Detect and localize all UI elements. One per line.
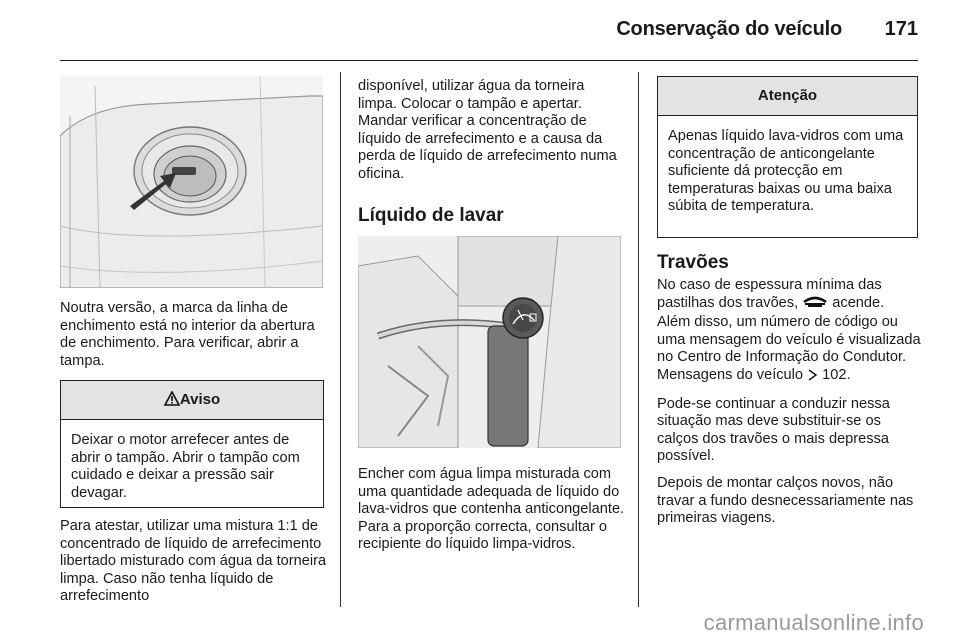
brake-pads-text-end: acende. xyxy=(832,294,885,311)
paragraph-coolant-check: disponível, utilizar água da torneira limpa. Colocar o tampão e apertar. Mandar verificar a concentração de líquido de arrefecimento e a causa da perda de líquido de arrefecimento numa oficina. xyxy=(358,78,617,182)
watermark: carmanualsonline.info xyxy=(703,610,924,635)
page-title: Conservação do veículo xyxy=(616,18,842,40)
page-reference-arrow-icon xyxy=(807,369,818,387)
column-divider-2 xyxy=(638,72,639,607)
aviso-text: Deixar o motor arrefecer antes de abrir o tampão. Abrir o tampão com cuidado e deixar a pressão sair devagar. xyxy=(71,432,300,501)
coolant-reservoir-illustration xyxy=(60,76,323,288)
aviso-title: Aviso xyxy=(179,391,221,408)
column-divider-1 xyxy=(340,72,341,607)
paragraph-code-message xyxy=(657,314,925,386)
atencao-box xyxy=(657,76,918,238)
page-number: 171 xyxy=(884,18,918,40)
washer-fluid-illustration xyxy=(358,236,621,448)
brake-pads-text: No caso de espessura mínima das pastilhas dos travões, xyxy=(657,277,882,311)
paragraph-continue-driving: Pode-se continuar a conduzir nessa situação mas deve substituir-se os calços dos travões o mais depressa possível. xyxy=(657,395,890,465)
brake-pad-wear-icon xyxy=(802,295,828,315)
section-heading-washer-fluid: Líquido de lavar xyxy=(358,205,504,226)
section-heading-brakes: Travões xyxy=(657,252,729,273)
code-message-text: Além disso, um número de código ou uma mensagem do veículo é visualizada no Centro de Informação do Condutor. Mensagens do veículo xyxy=(657,314,921,383)
atencao-title: Atenção xyxy=(658,77,917,116)
header-rule xyxy=(60,60,918,61)
atencao-text: Apenas líquido lava-vidros com uma concentração de anticongelante suficiente dá protecção em temperaturas baixas ou uma baixa súbita de temperatura. xyxy=(668,128,904,215)
paragraph-fill-mark: Noutra versão, a marca da linha de enchimento está no interior da abertura de enchimento. Para verificar, abrir a tampa. xyxy=(60,300,315,369)
aviso-box xyxy=(60,380,324,508)
paragraph-brake-pads xyxy=(657,277,925,314)
warning-triangle-icon xyxy=(164,383,180,421)
paragraph-washer-fill: Encher com água limpa misturada com uma quantidade adequada de líquido do lava-vidros que contenha anticongelante. Para a proporção correcta, consultar o recipiente do líquido limpa-vidros. xyxy=(358,466,625,553)
paragraph-new-pads: Depois de montar calços novos, não travar a fundo desnecessariamente nas primeiras viagens. xyxy=(657,474,914,527)
page-header xyxy=(0,0,960,60)
paragraph-refill: Para atestar, utilizar uma mistura 1:1 de concentrado de líquido de arrefecimento libertado misturado com água da torneira limpa. Caso não tenha líquido de arrefecimento xyxy=(60,518,327,605)
page-reference: 102. xyxy=(822,366,851,383)
aviso-header xyxy=(61,381,323,420)
